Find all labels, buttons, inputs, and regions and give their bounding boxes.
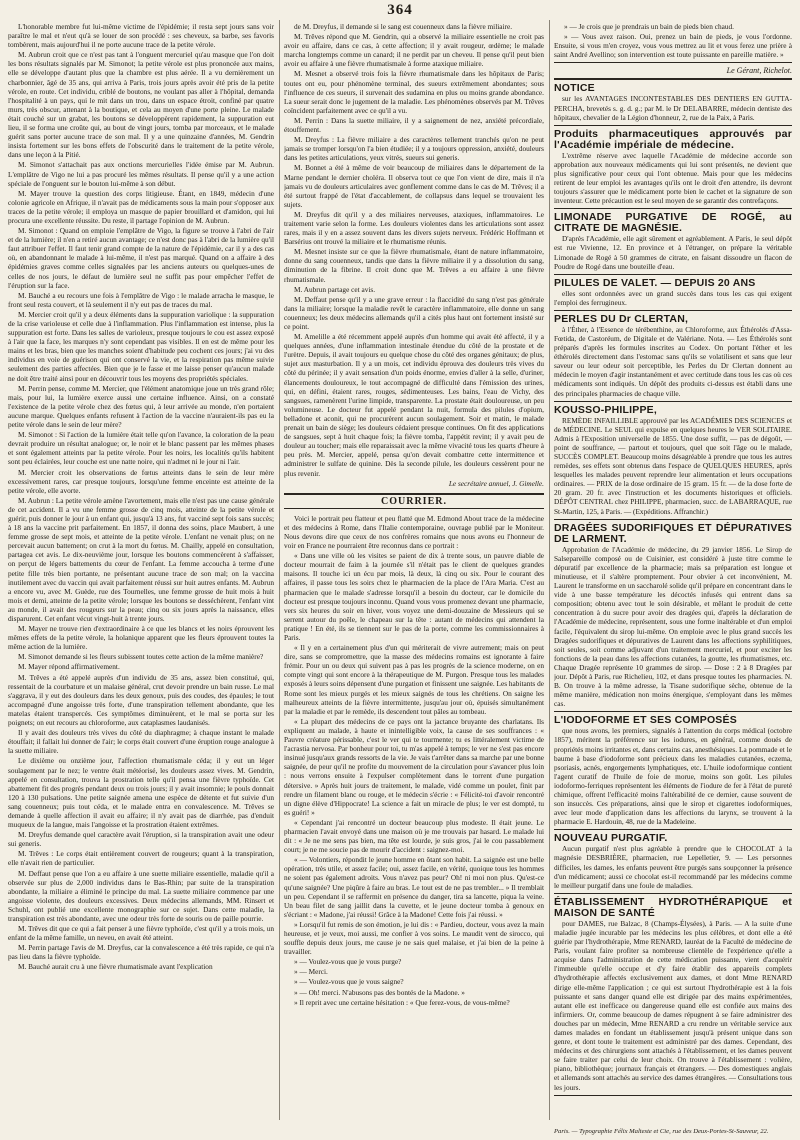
- ad-text: pour DAMES, rue Balzac, 8 (Champs-Élysées), à Paris. — A la suite d'une maladie jugée incurable par les médecins les plus célèbres, et dont elle a été guérie par l'hydrothérapie, Mme RENARD, lauréat de la Faculté de médecine de Paris, voulant faire profiter sa nombreuse clientèle de l'expérience qu'elle a acquise dans l'administration de cette médication puissante, vient d'acquérir l'immeuble qu'elle occupe et d'y faire établir des appareils complets d'hydrothérapie affectés exclusivement aux dames, et dont Mme RENARD dirige elle-même l'application ; ce qui est surtout l'hydrothérapie est à la fois puissante et sans danger quand elle est dirigée par des mains expérimentées, autant elle est inefficace ou dangereuse quand elle est confiée aux mains des infirmiers. Or, comme beaucoup de dames répugnent à se faire administrer des douches par un médecin, Mme RENARD a cru rendre un véritable service aux dames malades en fondant un établissement jusqu'à présent unique dans son genre, et dont toute le traitement est administré par des dames. Cependant, des médecins et des chirurgiens sont attachés à l'établissement, et les dames peuvent se faire traiter par celui de leur choix. On trouve à l'établissement : volière, piano, bibliothèque; journaux français et étrangers. — Des domestiques anglais et allemands sont attachés au service des dames étrangères. — Consultations tous les jours.: [554, 918, 792, 1092]
- printer-footer: Paris. — Typographie Félix Malteste et Cie, rue des Deux-Portes-St-Sauveur, 22.: [554, 1128, 769, 1135]
- paragraph: M. Mercier croit les observations de fœtus atteints dans le sein de leur mère excessivement rares, car presque toujours, lorsqu'une femme enceinte est atteinte de la petite vérole, elle avorte.: [8, 467, 274, 495]
- paragraph: « Dans une ville où les visites se paient de dix à trente sous, un pauvre diable de docteur mourrait de faim à la journée s'il n'était pas le client de quelques grandes maisons. Il touche ici un écu par mois, là deux, là cinq ou six. Pour le courant des affaires, il passe tous les soirs chez le pharmacien de la place de l'Ara Maria. C'est au pharmacien que le malade s'adresse lorsqu'il a besoin du docteur, car le domicile du docteur est presque toujours inconnu. Quand vous vous promenez devant une pharmacie, vers six heures du soir en hiver, vous voyez une demi-douzaine de Messieurs qui se serrent autour du poêle, le chapeau sur la tête : autant de médecins qui attendent la pratique ! En été, ils se tiennent sur le pas de la porte, comme les commissionnaires à Paris.: [284, 551, 544, 642]
- ad-title: PERLES DU Dr CLERTAN,: [554, 312, 689, 325]
- paragraph: de M. Dreyfus, il demande si le sang est couenneux dans la fièvre miliaire.: [294, 22, 513, 31]
- ad-text: D'après l'Académie, elle agit sûrement et agréablement. A Paris, le seul dépôt est rue Vivienne, 12. En province et à l'étranger, on prépare la véritable Limonade de Rogé à 50 grammes de citrate, en faisant dissoudre un flacon de Poudre de Rogé dans une bouteille d'eau.: [554, 234, 792, 271]
- paragraph: « Il y en a certainement plus d'un qui mériterait de vivre autrement; mais on peut dire, sans se compromettre, que la masse des médecins romains est ignorante à faire frémir. Pour un ou deux qui suivent pas à pas les progrès de la science moderne, on en compte vingt qui sont encore à la thérapeutique de M. Purgon. Presque tous les malades exposés à leurs soins dépensent d'une purgation et finissent une saignée. Les habitants de Rome sont les mieux purgés et les mieux saignés de tous les chrétiens. On saigne les malheureux atteints de la fièvre intermittente, jusqu'au jour où, épuisés simultanément par la maladie et par le remède, ils descendent tout pâles au tombeau.: [284, 643, 544, 716]
- advertisement: [554, 833, 792, 889]
- paragraph: » — Voulez-vous que je vous saigne?: [294, 977, 404, 987]
- advertisement: [554, 278, 792, 307]
- paragraph: » — Voulez-vous que je vous purge?: [294, 957, 402, 967]
- ad-title: DRAGÉES SUDORIFIQUES ET DÉPURATIVES DE LARMENT.: [554, 521, 792, 545]
- paragraph: M. Mayer répond affirmativement.: [18, 662, 120, 672]
- ad-text: elles sont ordonnées avec un grand succès dans tous les cas qui exigent l'emploi des ferrugineux.: [554, 288, 792, 307]
- paragraph: M. Mesnet a observé trois fois la fièvre rhumatismale dans les hôpitaux de Paris; toutes ont eu, pour phénomène terminal, des sueurs extrêmement abondantes; sous l'influence de ces sueurs, il survenait des sudamina en plus ou moins grande abondance. La sueur serait donc le jugement de la maladie. Les phénomènes observés par M. Trêves coïncident parfaitement avec ce qu'il a vu.: [284, 69, 544, 115]
- column-middle: [284, 22, 544, 1120]
- paragraph: M. Deffaut pense que l'on a eu affaire à une suette miliaire essentielle, maladie qu'il a observée sur plus de 2,000 individus dans le Bas-Rhin; par suite de la transpiration abondante, la miliaire a éliminé le principe du mal. La suette miliaire commence par une angoisse violente, des douleurs excessives. Deux médecins allemands, MM. Rinsert et Schuhl, ont publié une excellente monographie sur ce sujet. Dans cette maladie, la transpiration est très abondante, avec une odeur très forte de souris ou de paille pourrie.: [8, 868, 274, 923]
- paragraph: Le dixième ou onzième jour, l'affection rhumatismale céda; il y eut un léger soulagement par le nez; le ventre était météorisé, les douleurs assez vives. M. Gendrin, appelé en consultation, trouva la prostration telle qu'il pensa une fièvre typhoïde. Cet abattement fit des progrès pendant deux ou trois jours; il y avait insomnie; le pouls donnait 120 à 130 pulsations. Une petite saignée amena une espèce de détente et fut suivie d'un sang couenneux; puis tout céda, et le malade entra en convalescence. M. Trêves se demande à quelle affection il avait eu affaire; il n'y avait pas de diarrhée, pas d'enduit muqueux de la langue, mais l'angoisse et la prostration étaient extrêmes.: [8, 756, 274, 830]
- paragraph: M. Mercier croit qu'il y a deux éléments dans la suppuration variolique : la suppuration de la crise varioleuse et celle due à l'inflammation. Plus l'inflammation est intense, plus la suppuration est forte. Dans les salles de varioleux, presque toujours le cou est assez exposé à l'air que la face, les marques n'y sont cependant pas visibles. Il en est de même pour les mains et les bras, bien que les manches soient d'habitude peu cochent ces jours; j'ai vu des individus en voie de guérison qui ont conservé la vie, et la respiration pas même suivie seulement des parties affectées. Bien que je le fasse et me laisse penser qu'aucun malade ne doit être traité ainsi pour en découvrir tous les moyens des propriétés spéciales.: [8, 309, 274, 383]
- secretary-signature: Le secrétaire annuel, J. Gimelle.: [448, 478, 544, 488]
- paragraph: M. Amelille a été récemment appelé auprès d'un homme qui avait été affecté, il y a quelques années, d'une inflammation intestinale étendue du côté de la prostate et de l'urètre. Depuis, il avait toujours eu quelque chose du côté des organes génitaux; de plus, sujet aux masturbation. Il y a un mois, cet individu éprouva des douleurs très vives du côté du périnée; il y avait sensation d'un poids énorme, envies d'aller à la selle, d'uriner, élancements douloureux, le tout accompagné de difficulté dans l'émission des urines, qui, en défini, étaient rares, rouges, sédimenteuses. Les bains, l'eau de Vichy, des sangsues, ramenèrent l'urine limpide, transparente. La prostate était douloureuse, un peu volumineuse. Le docteur fut appelé pendant la nuit, formula des pilules d'opium, belladone et aconit, qui ne procurèrent aucun soulagement. Soir et matin, le malade prenait un bain de siège; les douleurs cédaient presque continues. On fit des applications de sangsues, sept à huit chaque fois; la fièvre tomba, l'appétit revint; il y avait peu de douleur au toucher; mais elle reparaissait avec la même vivacité tous les quarts d'heure à peu près. M. Mercier, appelé, pensa qu'on devait combattre cette intermittence et administrer le sulfate de quinine. Dès la seconde pilule, les douleurs cessèrent pour ne plus revenir.: [284, 332, 544, 478]
- section-title-courrier: COURRIER.: [284, 493, 544, 509]
- divider: [554, 125, 792, 126]
- ad-title: LIMONADE PURGATIVE DE ROGÉ, au CITRATE DE MAGNÉSIE.: [554, 211, 792, 235]
- divider: [554, 62, 792, 63]
- paragraph: M. Deffaut pense qu'il y a une grave erreur : la flaccidité du sang n'est pas générale dans la miliaire; lorsque la maladie revêt le caractère inflammatoire, elle donne un sang couenneux; les deux médecins allemands qu'il a cités plus haut ont fortement insisté sur ce point.: [284, 294, 544, 331]
- ad-text: L'extrême réserve avec laquelle l'Académie de médecine accorde son approbation aux nouveaux médicaments qui lui sont présentés, ne devient que plus significative pour ceux qui l'ont obtenue. Mais pour que les médecins retirent de leur emploi les avantages qu'ils ont le droit d'en attendre, ils devront toujours s'assurer que le médicament porte bien le cachet et la signature de son inventeur. Cette précaution est le seul moyen de se garantir des contrefaçons.: [554, 150, 792, 206]
- ad-title: PILULES DE VALET. — DEPUIS 20 ANS: [554, 276, 756, 289]
- ad-title: Produits pharmaceutiques approuvés par l'Académie impériale de médecine.: [554, 127, 792, 151]
- paragraph: M. Mayer ne trouve rien d'extraordinaire à ce que les blancs et les noirs éprouvent les mêmes effets de la petite vérole, la holanique apparent que les fleurs éprouvent toutes la même action de la lumière.: [8, 624, 274, 652]
- divider: [554, 274, 792, 275]
- divider: [554, 893, 792, 894]
- paragraph: M. Simonot : Quand on emploie l'emplâtre de Vigo, la figure se trouve à l'abri de l'air et de la lumière; il n'en a retiré aucun avantage; ce n'est donc pas à l'abri de la lumière qu'il faut attribuer l'effet. Il faut tenir grand compte de la nature de l'épidémie, car il y a des cas où, en abandonnant le malade à lui-même, il n'est pas marqué. Quand on a affaire à des épidémies graves comme celles signalées par les anciens auteurs ou quelques-unes de celles de nos jours, le défaut de lumière seul ne suffit pas pour empêcher l'effet de l'éruption sur la face.: [8, 226, 274, 290]
- paragraph: Voici le portrait peu flatteur et peu flatté que M. Edmond About trace de la médecine et des médecins à Rome, dans l'Italie contemporaine, ouvrage publié par le Moniteur. Nous devons dire que ceux de nos confrères romains que nous avons eu l'honneur de voir en France ne pourraient être reconnus dans ce portrait :: [284, 513, 544, 551]
- paragraph: Il y avait des douleurs très vives du côté du diaphragme; à chaque instant le malade étouffait; il fallait lui donner de l'air; le corps était couvert d'une éruption rouge analogue à la suette miliaire.: [8, 728, 274, 756]
- paragraph: M. Dreyfus : La fièvre miliaire a des caractères tellement tranchés qu'on ne peut jamais se tromper lorsqu'on l'a bien étudiée; il y a toujours oppression, anxiété, douleurs dans les petites articulations, yeux vitrés, sueurs sui generis.: [284, 135, 544, 163]
- advertisement: [554, 523, 792, 709]
- society-minutes: [284, 22, 544, 478]
- paragraph: » — Je crois que je prendrais un bain de pieds bien chaud.: [564, 22, 735, 31]
- paragraph: M. Simonot : Si l'action de la lumière était telle qu'on l'avance, la coloration de la peau devrait produire un résultat analogue; or, le noir et le blanc passent par les mêmes phases et sont également atteints par la petite vérole. Pour les noirs, les localités qu'ils habitent sont peu éclairées, leur couche est une natte noire, qui n'admet ni le jour ni l'air.: [8, 430, 274, 467]
- paragraph: » — Oh! merci. N'abusons pas des bontés de la Madone. »: [294, 987, 465, 997]
- column-rule: [549, 20, 550, 1120]
- paragraph: M. Aubrun partage cet avis.: [294, 284, 376, 294]
- paragraph: « Cependant j'ai rencontré un docteur beaucoup plus modeste. Il était jeune. Le pharmacien l'avait envoyé dans une maison où je me trouvais par hasard. Le malade lui dit : « Je ne me sens pas bien, ma tête est lourde, je suis gros, j'ai le cou passablement court; je ne me soucie pas de mourir d'accident : saignez-moi.: [284, 817, 544, 855]
- paragraph: « — Volontiers, répondit le jeune homme en ôtant son habit. La saignée est une belle opération, très utile, et assez facile; oui, assez facile, en vérité, quoique tous les hommes ne soient pas également adroits. Vous n'avez pas peur? Oh! ni moi non plus. Qu'est-ce qu'une saignée? Une piqûre à faire au bras. Le tout est de ne pas trembler... » Il tremblait un peu. Cependant il se raffermit en présence du danger, tira sa lancette, piqua la veine. Un beau filet de sang jaillit dans la cuvette, et le jeune docteur tomba à genoux en s'écriant : « Madone, j'ai réussi! Grâce à la Madone! Cette fois j'ai réussi. »: [284, 855, 544, 919]
- paragraph: » — Vous avez raison. Oui, prenez un bain de pieds, je vous l'ordonne. Ensuite, si vous m'en croyez, vous vous mettrez au lit et vous ferez une prière à saint André Avellino; son intervention est toute puissante en pareille matière. »: [554, 32, 792, 60]
- paragraph: M. Dreyfus dit qu'il y a des miliaires nerveuses, ataxiques, inflammatoires. Le traitement varie selon la forme. Les douleurs violentes dans les articulations sont assez rares, mais il y en a assez souvent dans les divers sujets nerveux. Frédéric Hoffmann et Barsérius ont trouvé la miliaire et le rhumatisme réunis.: [284, 209, 544, 247]
- advertisement: [554, 212, 792, 270]
- paragraph: L'honorable membre fut lui-même victime de l'épidémie; il resta sept jours sans voir paraître le mal et n'eut qu'à se louer de son procédé : ses cheveux, sa barbe, ses favoris tombèrent, mais aujourd'hui il ne porte aucune trace de la petite vérole.: [8, 22, 274, 50]
- paragraph: M. Trêves : Le corps était entièrement couvert de rougeurs; quant à la transpiration, elle n'avait rien de particulier.: [8, 849, 274, 868]
- ad-text: Approbation de l'Académie de médecine, du 29 janvier 1856. Le Sirop de Salsepareille composé ou de Cuisinier, est considéré à juste titre comme le dépuratif par excellence de la pharmacie; mais sa préparation est longue et minutieuse, et il s'altère promptement. Pour obvier à cet inconvénient, M. Laurent le transforme en un saccharolé solide qu'il prépare en concentrant dans le vide à une basse température les décoctés infusés qui entrent dans sa composition; obtenu avec tout le soin désirable, et mêlant le produit de cette concentration à du sucre pour avoir des dragées qui, d'après la déclaration de l'Académie de médecine, représentent, sous une forme inaltérable et d'un emploi facile, l'équivalent du sirop lui-même. On emploie avec le plus grand succès les Dragées sudorifiques et dépuratives de Laurent dans les affections syphilitiques, soit seules, soit comme adjuvant d'un traitement mercuriel, et pour exciter les fonctions de la peau dans les affections cutanées, la goutte, les rhumatismes, etc. Chaque Dragée représente 10 grammes de sirop. — Dose : 2 à 8 Dragées par jour. Dépôt à Paris, rue Richelieu, 102, et dans presque toutes les pharmacies. N. B. On trouve à la même adresse, la Tisane sudorifique sèche, obtenue de la même manière, médication non moins énergique, s'employant dans les mêmes cas.: [554, 544, 792, 709]
- paragraph: M. Aubrun : La petite vérole amène l'avortement, mais elle n'est pas une cause générale de cet accident. Il a vu une femme grosse de cinq mois, atteinte de la petite vérole et guérir, puis donner le jour à un enfant qui, jusqu'à 13 ans, fut vacciné sept fois sans succès; à 18 ans la vaccine prit parfaitement. En 1857, il donna des soins, place Maubert, à une femme grosse de sept mois, et atteinte de la petite vérole. L'enfant ne venait plus; on ne percevait aucun battement; on crut à la mort du fœtus. M. Chailly, appelé en consultation, partagea cet avis. Le dix-neuvième jour, lorsque les boutons commencèrent à s'affaisser, on perçut de légers battements du cœur de l'enfant. La femme accoucha à terme d'une petite fille très bien portante, ne présentant aucune trace de son mal; on la vaccina inutilement avec du vaccin qui avait parfaitement réussi sur huit autres enfants. M. Aubrun a encore vu, avec M. Guède, rue des Tournelles, une femme grosse de huit mois à huit mois et demi, atteinte de la petite vérole; lorsque les boutons se desséchèrent, l'enfant vint au monde, il avait des rougeurs sur la peau; cinq ou six jours après la naissance, elles disparurent. Cet enfant vécut vingt-huit à trente jours.: [8, 495, 274, 623]
- paragraph: M. Aubrun croit que ce n'est pas tant à l'onguent mercuriel qu'au masque que l'on doit les bons résultats signalés par M. Simonot; la petite vérole est plus prononcée aux mains, elle se développe d'autant plus que la chambre est plus aérée. Il a vu dernièrement un charbonnier, âgé de 35 ans, qui arriva à Paris, trois jours après avoir été pris de la petite vérole, en route. Cet individu, criblé de boutons, ne voulant pas aller à l'hôpital, demanda l'hospitalité à un pays, qui le mit dans un trou, dans un espace étroit, confiné par quatre murs, très obscur, attenant à la boutique, et cela au moyen d'une porte pleine. Le malade était couché sur un grabat, les boutons se développèrent rapidement, la suppuration eut lieu, il se forma une croûte qui, au bout de vingt jours, tomba par morceaux, et le malade guérit sans porter aucune trace de son mal. Il y a une quinzaine d'années, M. Gendrin insista fortement sur les bons effets de l'obscurité dans le traitement de la petite vérole, dans une leçon à la Pitié.: [8, 50, 274, 160]
- gerant-signature: Le Gérant, Richelot.: [726, 66, 792, 76]
- paragraph: M. Simonot s'attachait pas aux onctions mercurielles l'idée émise par M. Aubrun. L'emplâtre de Vigo ne lui a pas procuré les mêmes résultats. Il pense qu'il y a une action spéciale de l'onguent sur le bouton lui-même à son début.: [8, 160, 274, 188]
- page-number: 364: [387, 2, 413, 18]
- divider: [554, 401, 792, 402]
- paragraph: M. Trêves répond que M. Gendrin, qui a observé la miliaire essentielle ne croit pas avoir eu affaire, dans ce cas, à cette affection; il y avait rougeur, œdème; le malade marcha longtemps comme un canard; il ne perdit par un cheveu. Il pense qu'il peut bien avoir eu affaire à une fièvre rhumatismale à forme ataxique miliaire.: [284, 32, 544, 69]
- paragraph: » — Merci.: [294, 967, 328, 977]
- paragraph: M. Trêves dit que ce qui a fait penser à une fièvre typhoïde, c'est qu'il y a trois mois, un enfant de la même famille, un neveu, en avait été atteint.: [8, 924, 274, 943]
- advertisement: [554, 897, 792, 1092]
- paragraph: M. Bauché a eu recours une fois à l'emplâtre de Vigo : le malade arracha le masque, le front seul resta couvert, et là seulement il n'y eut pas de traces du mal.: [8, 290, 274, 309]
- ad-text: que nous avons, les premiers, signalés à l'attention du corps médical (octobre 1857), méritent la préférence sur les iodures, en général, comme doués de propriétés moins irritantes et, dans certains cas, anesthésiques. La pommade et le baume à base d'iodoforme sont précieux dans les maladies cutanées, eczema, psoriasis, acnés, engorgements lymphatiques, etc. L'huile iodoformique contient l'agent curatif de l'huile de foie de morue, moins son goût. Les pilules iodoformo-ferriques représentent les éléments de l'iodure de fer à l'état de pureté chimique, offrent l'efficacité moins l'altérabilité de ce dernier, cause souvent de son insuccès. Ces préparations, ainsi que le sirop et cigarettes iodoformiques, avec leur mode d'application dans les affections du larynx, se trouvent à la pharmacie E. Hardouin, 48, rue de la Madeleine.: [554, 726, 792, 827]
- column-right: [554, 22, 792, 1120]
- paragraph: » Il reprit avec une certaine hésitation : « Que ferez-vous, de vous-même?: [294, 997, 510, 1007]
- advertisement: [554, 83, 792, 121]
- paragraph: M. Perrin : Dans la suette miliaire, il y a saignement de nez, anxiété précordiale, étouffement.: [284, 115, 544, 135]
- paragraph: M. Perrin pense, comme M. Mercier, que l'élément anatomique joue un très grand rôle; mais, pour lui, la lumière exerce aussi une certaine influence. Ainsi, on a constaté l'existence de la petite vérole chez des fœtus qui, à leur arrivée au monde, n'en portaient aucune marque. Quelques enfants refusent à l'action de la vaccine n'auraient-ils pas eu la petite vérole dans le sein de leur mère?: [8, 383, 274, 430]
- ad-title: NOTICE: [554, 82, 595, 95]
- paragraph: M. Mesnet insiste sur ce que la fièvre rhumatismale, étant de nature inflammatoire, donne du sang couenneux, tandis que dans la fièvre miliaire il y a dissolution du sang, diminution de la fibrine. Il croit donc que M. Trêves a eu affaire à une fièvre rhumatismale.: [284, 247, 544, 284]
- paragraph: » Lorsqu'il fut remis de son émotion, je lui dis : « Pardieu, docteur, vous avez la main heureuse, et je veux, moi aussi, me confier à vos soins. Le maudit vent de sirocco, qui souffle depuis deux jours, me cause je ne sais quel malaise, et j'ai bien de la peine à travailler.: [284, 919, 544, 957]
- advertisement: [554, 129, 792, 206]
- column-left: [8, 22, 274, 1120]
- paragraph: M. Bauché aurait cru à une fièvre rhumatismale avant l'explication: [18, 962, 213, 972]
- ad-title: KOUSSO-PHILIPPE,: [554, 403, 657, 416]
- advertisement: [554, 715, 792, 826]
- ad-title: NOUVEAU PURGATIF.: [554, 832, 668, 845]
- divider: [554, 829, 792, 830]
- paragraph: M. Perrin partage l'avis de M. Dreyfus, car la convalescence a été très rapide, ce qui n'a pas lieu dans la fièvre typhoïde.: [8, 943, 274, 962]
- advertisement: [554, 314, 792, 398]
- paragraph: M. Trêves a été appelé auprès d'un individu de 35 ans, assez bien constitué, qui, ressentait de la courbature et un malaise général, crut devoir prendre un bain russe. Le mal s'aggrava, il y eut des douleurs dans les deux genoux, puis des coudes, des épaules; le tout accompagné d'une angoisse très forte, d'une transpiration tellement abondante, que les matelas étaient transpercés. Ces symptômes diminuèrent, et le mal se porta sur les poignets; on eut recours au chloroforme, aux cataplasmes laudanisés.: [8, 672, 274, 728]
- divider: [554, 78, 792, 80]
- advertisements: [554, 83, 792, 1095]
- paragraph: M. Bonnet a été à même de voir beaucoup de miliaires dans le département de la Marne pendant le dernier choléra. Il observa tout ce que l'on vient de dire, mais il n'a jamais vu de douleurs articulaires avec gonflement comme dans le cas de M. Trêves; il a été surtout frappé de l'état d'accablement, de collapsus dans lequel se trouvaient les sujets.: [284, 163, 544, 209]
- paragraph: « La plupart des médecins de ce pays ont la jactance bruyante des charlatans. Ils expliquent au malade, à haute et inintelligible voix, la cause de ses souffrances : « Pauvre créature périssable, c'est le ver qui te tourmente; tu es littéralement victime de l'acrastia nervosa. Par bonheur pour toi, tu m'as appelé à temps; le ver ne s'est pas encore insinué jusqu'aux grands ressorts de la vie. Je vais t'arrêter dans sa marche par une bonne saignée, de peur qu'il ne profite du mouvement de la circulation pour s'avancer plus loin : nous verrons ensuite à l'expulser complètement dans le torrent d'une purgation détersive. » Après huit jours de traitement, le malade, vidé comme un poulet, finit par rendre un filament blanc ou rouge, et le médecin s'écrie : « Félicité-toi d'avoir rencontré un digne élève d'Hippocrate! La science a fait un miracle de plus; le ver est dompté, tu es guéri! »: [284, 716, 544, 817]
- divider: [554, 711, 792, 712]
- divider: [554, 519, 792, 520]
- paragraph: M. Dreyfus demande quel caractère avait l'éruption, si la transpiration avait une odeur sui generis.: [8, 830, 274, 849]
- divider: [554, 208, 792, 209]
- ad-text: sur les AVANTAGES INCONTESTABLES DES DENTIERS EN GUTTA-PERCHA, brevetés s. g. d. g.; par M. le Dr DELABARRE, médecin dentiste des hôpitaux, chevalier de la Légion d'honneur, 2, rue de la Paix, à Paris.: [554, 94, 792, 122]
- divider: [554, 1095, 792, 1096]
- paragraph: M. Mayer trouve la question des corps litigieuse. Étant, en 1849, médecin d'une colonie agricole en Afrique, il n'avait pas de médicaments sous la main pour s'opposer aux traces de la petite vérole; il employa un masque de papier brouillard et d'amidon, qui lui procura une excellente réussite. Du reste, il partage l'opinion de M. Aubrun.: [8, 188, 274, 225]
- courrier-article: [284, 514, 544, 1007]
- ad-text: à l'Éther, à l'Essence de térébenthine, au Chloroforme, aux Éthérolés d'Assa-Fœtida, de Castoréum, de Digitale et de Valériane. Nota. — Les Éthérolés sont préparés d'après les formules inscrites au Codex. On portant l'éther et les éthérolés directement dans l'estomac sans qu'ils se volatilisent et sans que leur saveur ou leur odeur soit perceptible, les Perles du Dr Clertan donnent au médecin le moyen d'agir instantanément et avec certitude dans tous les cas où ces médicaments sont indiqués. Un dépôt des produits ci-dessus est établi dans une des principales pharmacies de chaque ville.: [554, 324, 792, 398]
- advertisement: [554, 405, 792, 516]
- paragraph: M. Simonot demande si les fleurs subissent toutes cette action de la même manière?: [18, 652, 264, 662]
- courrier-continuation: [554, 22, 792, 59]
- ad-title: ÉTABLISSEMENT HYDROTHÉRAPIQUE et MAISON DE SANTÉ: [554, 895, 792, 919]
- ad-title: L'IODOFORME ET SES COMPOSÉS: [554, 714, 737, 727]
- ad-text: REMÈDE INFAILLIBLE approuvé par les ACADÉMIES DES SCIENCES et de MÉDECINE. Le SEUL qui expulse en quelques heures le VER SOLITAIRE. Admis à l'Exposition universelle de 1855. Une dose suffit, — pas de dégoût, — point de souffrance, — partout et toujours, quel que soit l'âge ou le malade, SUCCÈS COMPLET. Beaucoup moins désagréable à prendre que tous les autres remèdes, ses effets sont obtenus dans l'espace de QUELQUES HEURES, après lesquelles les malades peuvent reprendre leur alimentation et leurs occupations ordinaires. — PRIX de la dose ordinaire de 15 gram. 15 fr. — de la dose forte de 20 gram. 20 fr. avec l'instruction et les documents historiques et officiels. DÉPÔT CENTRAL chez PHILIPPE, pharmacien, succ. de LABARRAQUE, rue St-Martin, 125, à Paris. — (Expéditions. Affranchir.): [554, 415, 792, 516]
- column-rule: [279, 20, 280, 1120]
- ad-text: Aucun purgatif n'est plus agréable à prendre que le CHOCOLAT à la magnésie DESBRIÈRE, pharmacien, rue Lepelletier, 9. — Les personnes difficiles, les dames, les enfants peuvent être purgés sans soupçonner la présence d'un médicament; aussi ce chocolat est-il recommandé par les médecins comme le meilleur purgatif dans une foule de maladies.: [554, 844, 792, 890]
- divider: [554, 310, 792, 311]
